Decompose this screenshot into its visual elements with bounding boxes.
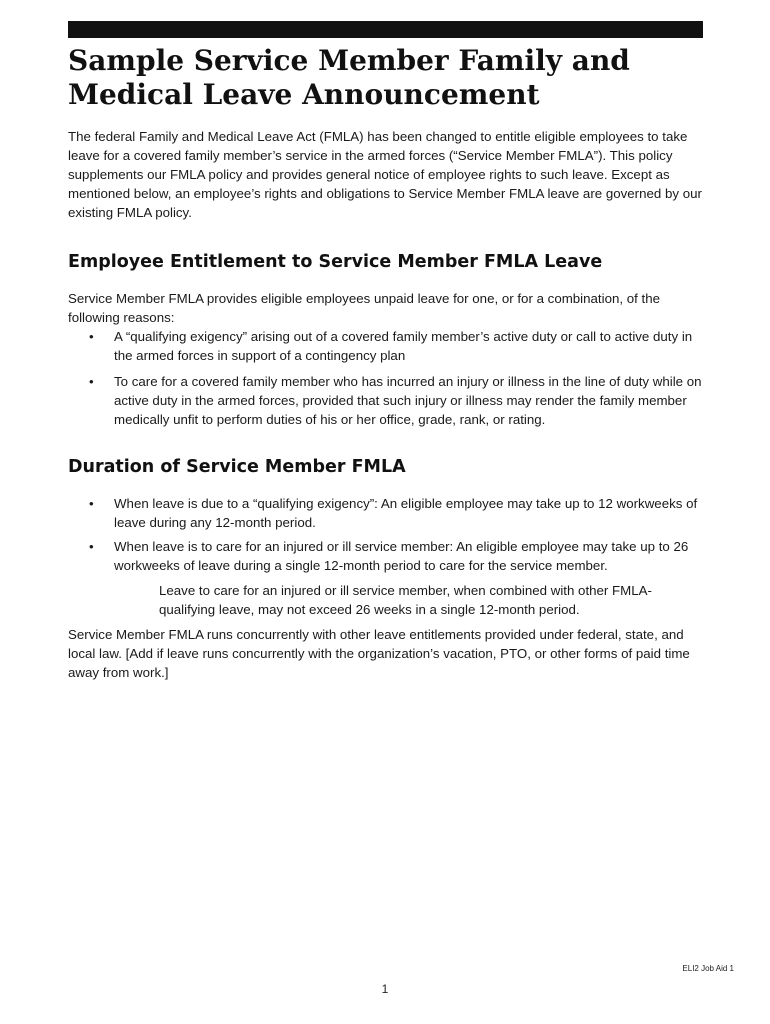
list-item: • A “qualifying exigency” arising out of a covered family member’s active duty or call to active duty in the armed forces in support of a contingency plan [68,327,704,365]
page-title: Sample Service Member Family and Medical Leave Announcement [68,44,630,111]
intro-paragraph: The federal Family and Medical Leave Act (FMLA) has been changed to entitle eligible employees to take leave for a covered family member’s service in the armed forces (“Service Member FMLA”). This policy supplements our FMLA policy and provides general notice of employee rights to such leave. Except as mentioned below, an employee’s rights and obligations to Service Member FMLA leave are governed by our existing FMLA policy. [68,129,702,220]
document-body [68,127,704,682]
list-item: • When leave is due to a “qualifying exigency”: An eligible employee may take up to 12 workweeks of leave during any 12-month period. [68,494,704,532]
section-heading-entitlement: Employee Entitlement to Service Member FMLA Leave [68,252,603,272]
duration-list [68,494,704,575]
footer-job-aid-label: ELI2 Job Aid 1 [682,964,734,973]
list-item: • When leave is to care for an injured or ill service member: An eligible employee may take up to 26 workweeks of leave during a single 12-month period to care for the service member. [68,537,704,575]
list-item: • To care for a covered family member who has incurred an injury or illness in the line of duty while on active duty in the armed forces, provided that such injury or illness may render the family member medically unfit to perform duties of his or her office, grade, rank, or rating. [68,372,704,429]
entitlement-lead-paragraph: Service Member FMLA provides eligible employees unpaid leave for one, or for a combination, of the following reasons: [68,291,661,325]
closing-paragraph: Service Member FMLA runs concurrently with other leave entitlements provided under federal, state, and local law. [Add if leave runs concurrently with the organization’s vacation, PTO, or other forms of paid time away from work.] [68,627,690,680]
entitlement-reasons-list [68,327,704,429]
page-number: 1 [381,982,389,996]
duration-note: Leave to care for an injured or ill service member, when combined with other FMLA-qualifying leave, may not exceed 26 weeks in a single 12-month period. [159,583,652,617]
section-heading-duration: Duration of Service Member FMLA [68,457,406,477]
top-rule-bar [68,21,703,38]
